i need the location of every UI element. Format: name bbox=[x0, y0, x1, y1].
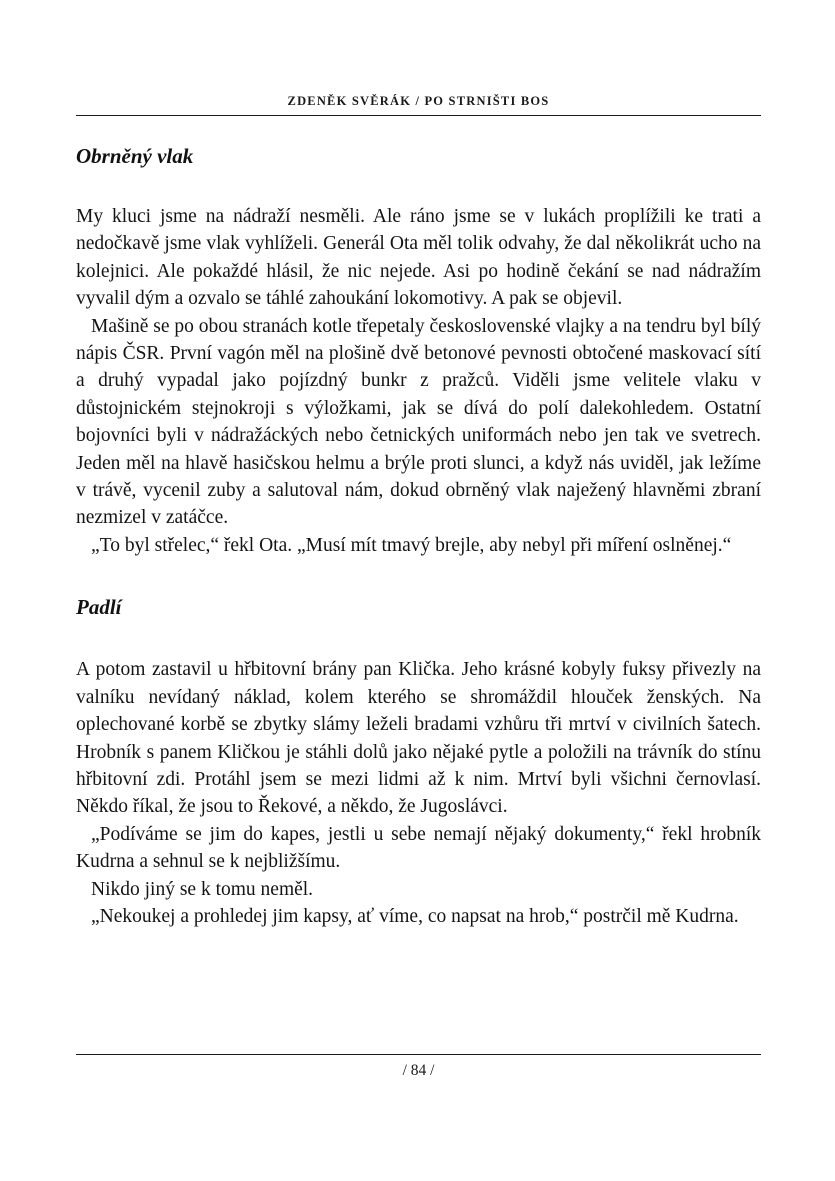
running-header: ZDENĚK SVĚRÁK / PO STRNIŠTI BOS bbox=[287, 94, 550, 108]
paragraph: A potom zastavil u hřbitovní brány pan Klička. Jeho krásné kobyly fuksy přivezly na valníku nevídaný náklad, kolem kterého se shromáždil hlouček ženských. Na oplechované korbě se zbytky slámy leželi bradami vzhůru tři mrtví v civilních šatech. Hrobník s panem Kličkou je stáhli dolů jako nějaké pytle a položili na trávník do stínu hřbitovní zdi. Protáhl jsem se mezi lidmi až k nim. Mrtví byli všichni černovlasí. Někdo říkal, že jsou to Řekové, a někdo, že Jugoslávci. bbox=[76, 659, 761, 818]
footer-rule bbox=[76, 1054, 761, 1055]
paragraph: „Nekoukej a prohledej jim kapsy, ať víme, co napsat na hrob,“ postrčil mě Kudrna. bbox=[91, 905, 739, 927]
section-title-obrneny-vlak: Obrněný vlak bbox=[76, 144, 194, 168]
page-footer bbox=[76, 1054, 761, 1080]
page-content bbox=[76, 0, 761, 930]
paragraph: My kluci jsme na nádraží nesměli. Ale ráno jsme se v lukách proplížili ke trati a nedočkavě jsme vlak vyhlíželi. Generál Ota měl tolik odvahy, že dal několikrát ucho na kolejnici. Ale pokaždé hlásil, že nic nejede. Asi po hodině čekání se nad nádražím vyvalil dým a ozvalo se táhlé zahoukání lokomotivy. A pak se objevil. bbox=[76, 206, 761, 310]
paragraph: Mašině se po obou stranách kotle třepetaly československé vlajky a na tendru byl bílý nápis ČSR. První vagón měl na plošině dvě betonové pevnosti obtočené maskovací sítí a druhý vypadal jako pojízdný bunkr z pražců. Viděli jsme velitele vlaku v důstojnickém stejnokroji s výložkami, jak se dívá do polí dalekohledem. Ostatní bojovníci byli v nádražáckých nebo četnických uniformách nebo jen tak ve svetrech. Jeden měl na hlavě hasičskou helmu a brýle proti slunci, a když nás uviděl, jak ležíme v trávě, vycenil zuby a salutoval nám, dokud obrněný vlak naježený hlavněmi zbraní nezmizel v zatáčce. bbox=[76, 315, 761, 529]
header-rule bbox=[76, 115, 761, 116]
paragraph: Nikdo jiný se k tomu neměl. bbox=[91, 878, 314, 900]
section-title-padli: Padlí bbox=[76, 595, 122, 620]
page-number: / 84 / bbox=[402, 1062, 435, 1079]
paragraph: „Podíváme se jim do kapes, jestli u sebe nemají nějaký dokumenty,“ řekl hrobník Kudrna a sehnul se k nejbližšímu. bbox=[76, 823, 761, 873]
paragraph: „To byl střelec,“ řekl Ota. „Musí mít tmavý brejle, aby nebyl při míření oslněnej.“ bbox=[91, 534, 732, 556]
